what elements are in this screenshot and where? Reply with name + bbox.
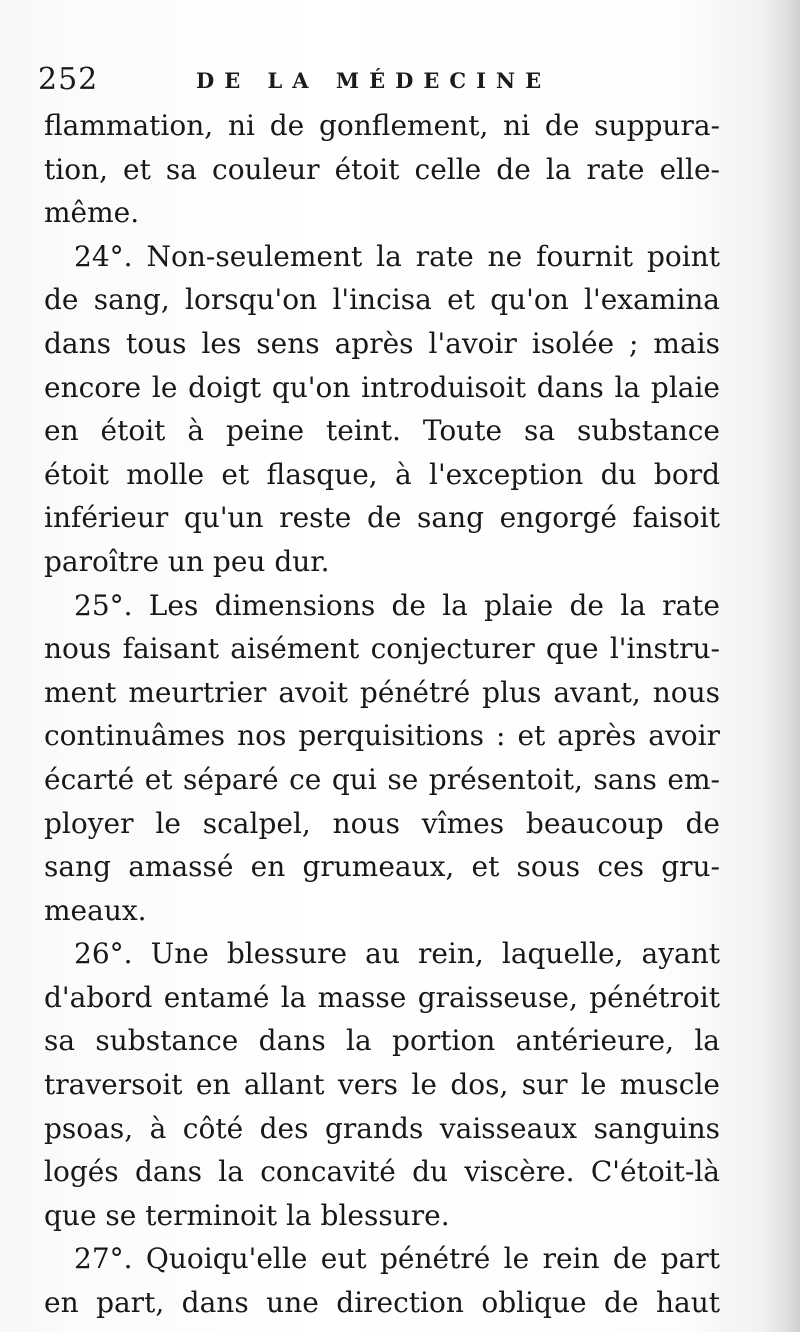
text-line: même.	[44, 196, 140, 230]
running-head: DE LA MÉDECINE	[196, 68, 552, 93]
text-line: ployer le scalpel, nous vîmes beaucoup de	[44, 806, 720, 840]
text-line: traversoit en allant vers le dos, sur le muscle	[44, 1068, 720, 1102]
text-line: dans tous les sens après l'avoir isolée ; mais	[44, 326, 720, 360]
paragraph-start-line: 25°. Les dimensions de la plaie de la rate	[74, 588, 720, 622]
paragraph-start-line: 27°. Quoiqu'elle eut pénétré le rein de part	[74, 1242, 720, 1276]
paragraph-start-line: 24°. Non-seulement la rate ne fournit point	[74, 239, 720, 273]
page-edge-shadow	[760, 0, 800, 1332]
page-header	[38, 62, 758, 102]
text-line: paroître un peu dur.	[44, 544, 330, 578]
text-line: meaux.	[44, 893, 147, 927]
text-line: logés dans la concavité du viscère. C'étoit-là	[44, 1155, 720, 1189]
page-number: 252	[38, 62, 99, 97]
text-line: flammation, ni de gonflement, ni de suppura-	[44, 109, 720, 142]
paragraph-start-line: 26°. Une blessure au rein, laquelle, ayant	[74, 937, 720, 971]
text-line: en étoit à peine teint. Toute sa substance	[44, 414, 720, 448]
text-line: en part, dans une direction oblique de haut	[44, 1286, 720, 1320]
text-line: tion, et sa couleur étoit celle de la rate elle-	[44, 152, 720, 186]
text-line: de sang, lorsqu'on l'incisa et qu'on l'examina	[44, 283, 720, 317]
body-text	[44, 104, 720, 1325]
text-line: encore le doigt qu'on introduisoit dans la plaie	[44, 370, 720, 404]
text-line: sa substance dans la portion antérieure, la	[44, 1024, 720, 1058]
text-line: ment meurtrier avoit pénétré plus avant, nous	[44, 675, 720, 709]
text-line: continuâmes nos perquisitions : et après avoir	[44, 719, 720, 753]
text-line: écarté et séparé ce qui se présentoit, sans em-	[44, 762, 720, 796]
text-line: sang amassé en grumeaux, et sous ces gru-	[44, 850, 720, 884]
text-line: psoas, à côté des grands vaisseaux sanguins	[44, 1111, 720, 1145]
text-line: nous faisant aisément conjecturer que l'instru-	[44, 632, 720, 666]
text-line: d'abord entamé la masse graisseuse, pénétroit	[44, 980, 720, 1014]
text-line: étoit molle et flasque, à l'exception du bord	[44, 457, 720, 491]
text-line: inférieur qu'un reste de sang engorgé faisoit	[44, 501, 720, 535]
text-line: que se terminoit la blessure.	[44, 1198, 450, 1232]
